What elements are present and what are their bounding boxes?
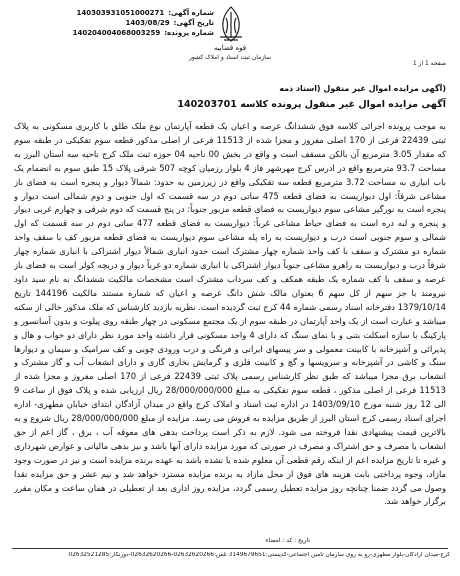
footer-address: کرج-میدان آزادگان-بلوار مطهری-رو به روی سازمان تامین اجتماعی-کدپستی:3149679651 تلفن:02632620266-02632620266-دورنگار:02632521285 bbox=[68, 552, 450, 558]
notice-date-label: تاریخ آگهی: bbox=[173, 19, 214, 27]
notice-subtitle: آگهی مزایده اموال غیر منقول پرونده کلاسه 140203701 bbox=[177, 99, 446, 110]
notice-body: به موجب پرونده اجرائی کلاسه فوق ششدانگ عرصه و اعیان یک قطعه آپارتمان نوع ملک طلق با کاربری مسکونی به پلاک ثبتی 22439 فرعی از 170 اصلی مفروز و مجزا شده از 11513 فرعی از اصلی مذکور قطعه سوم تفکیکی در طبقه سوم که مقدار 3.05 مترمربع آن بالکن مسقف است و واقع در بخش 00 ناحیه 04 حوزه ثبت ملک کرج ناحیه سه استان البرز به مساحت 93.7 مترمربع واقع در ادرس کرج مهرشهر فاز 4 بلوار رزمیان کوچه 507 شرقی پلاک 15 طبق سوم به انضمام یک باب انباری به مساحت 3.72 مترمربع قطعه سه تفکیکی واقع در زیرزمین به حدود: شمالاً دیوار و پنجره است به فضای باز مشاعی شرقاً: اول دیواریست به فضای قطعه 475 ساتی دوم در سه قسمت که اول جنوبی و دوم شمالی است دیوار و پنجره است به نورگیر مشاعی سوم دیواریست به فضای قطعه مزبور جنوباً: در پنج قسمت که دوم شرقی و چهارم غربی دیوار و پنجره و لبه دره است به فضای حیاط مشاعی غرباً: دیواریست به فضای قطعه 477 ساتی دوم در سه قسمت که اول شمالی و سوم جنوبی است درب و دیواریست به راه پله مشاعی سوم دیواریست به فضای قطعه مزبور کف با سقف واحد شماره دو مشترک و سقف با کف واحد شماره چهار مشترک است حدود انباری شمالاً دیوار اشتراکی با انباری شماره چهار شرقاً درب و دیواریست به راهرو مشاعی جنوباً دیوار اشتراکی با انباری شماره دو غرباً دیوار و دریچه کولر است به فضای باز عرصه و سقف با کف شماره یک طبقه همکف و کف سرداب مشترک است مشخصات مالکیت ششدانگ به نام سید داود نیرومند با جز سهم از کل سهم 6 بعنوان مالک شش دانگ عرصه و اعیان که شماره مستند مالکیت 144196 تاریخ 1379/10/14 دفترخانه اسناد رسمی شماره 44 کرج ثبت گردیده است. نظریه بازدید کارشناس که ملک مذکور خالی از سکنه میباشد و عبارت است از یک واحد آپارتمان در طبقه سوم از یک مجتمع مسکونی در چهار طبقه روی پیلوت و بدون آسانسور و پارکینگ با سازه اسکلت بتنی و با نمای سنگ که دارای 4 واحد مسکونی قرار داشته واحد مورد نظر دارای دو خواب و هال و پذیرائی و آشپزخانه با کابینت معمولی و سر پیسهای ایرانی و فرنگی و درب ورودی چوبی و کف سرامیک و سیمان و دیوارها سنگ و کاشی در آشپزخانه و سرویسها و گچ و کابینت فلزی و گرمایش بخاری گازی و دارای انشعاب آب و گاز مشترک و انشعاب برق مجزا میباشد که طبق نظر کارشناس رسمی پلاک ثبتی 22439 فرعی از 170 اصلی مفروز و مجزا شده از 11513 فرعی از اصلی مذکور ، قطعه سوم تفکیکی به مبلغ 28/000/000/000 ریال ارزیابی شده و پلاک فوق از ساعت 9 الی 12 روز شنبه مورخ 1403/09/10 در اداره ثبت اسناد و املاک کرج واقع در میدان آزادگان ابتدای خیابان مطهری- اداره اجرای اسناد رسمی کرج استان البرز از طریق مزایده به فروش می رسد. مزایده از مبلغ 28/000/000/000 ریال شروع و به بالاترین قیمت پیشنهادی نقدا فروخته می شود. لازم به ذکر است پرداخت بدهی های معوقه آب ، برق ، گاز اعم از حق انشعاب یا مصرف و حق اشتراک و مصرف در صورتی که مورد مزایده دارای آنها باشد و نیز بدهی مالیاتی و عوارض شهرداری و غیره تا تاریخ مزایده اعم از اینکه رقم قطعی آن معلوم شده یا نشده باشد به عهده برنده مزایده است و نیز در صورت وجود مازاد، وجوه پرداختی بابت هزینه های فوق از محل مازاد به برنده مزایده مسترد خواهد شد و نیم عشر و حق مزایده نقدا وصول می گردد ضمنا چنانچه روز مزایده تعطیل رسمی گردد، مزایده روز اداری بعد از تعطیلی در همان ساعت و مکان مقرر برگزار خواهد شد. bbox=[14, 121, 446, 507]
org-line-1: قوه قضاییه bbox=[213, 44, 247, 52]
notice-title: (آگهی مزایده اموال غیر منقول (اسناد ذمه bbox=[279, 84, 446, 93]
notice-number-label: شماره آگهی: bbox=[168, 9, 214, 17]
file-number: 140204004068003259 bbox=[72, 29, 161, 37]
notice-number: 140303931051000271 bbox=[76, 9, 165, 17]
notice-date-row bbox=[54, 18, 214, 28]
judiciary-emblem-icon bbox=[214, 4, 248, 44]
file-number-row bbox=[54, 28, 214, 38]
notice-date: 1403/08/29 bbox=[125, 19, 170, 27]
signature-line: تاریخ : کد : امضاء bbox=[265, 537, 310, 544]
org-line-2: سازمان ثبت اسناد و املاک کشور bbox=[188, 54, 272, 61]
file-number-label: شماره پرونده: bbox=[164, 29, 214, 37]
notice-number-row bbox=[54, 8, 214, 18]
page-number: صفحه 1 از 1 bbox=[412, 60, 446, 67]
footer-divider bbox=[12, 548, 448, 549]
notice-meta bbox=[54, 8, 214, 38]
